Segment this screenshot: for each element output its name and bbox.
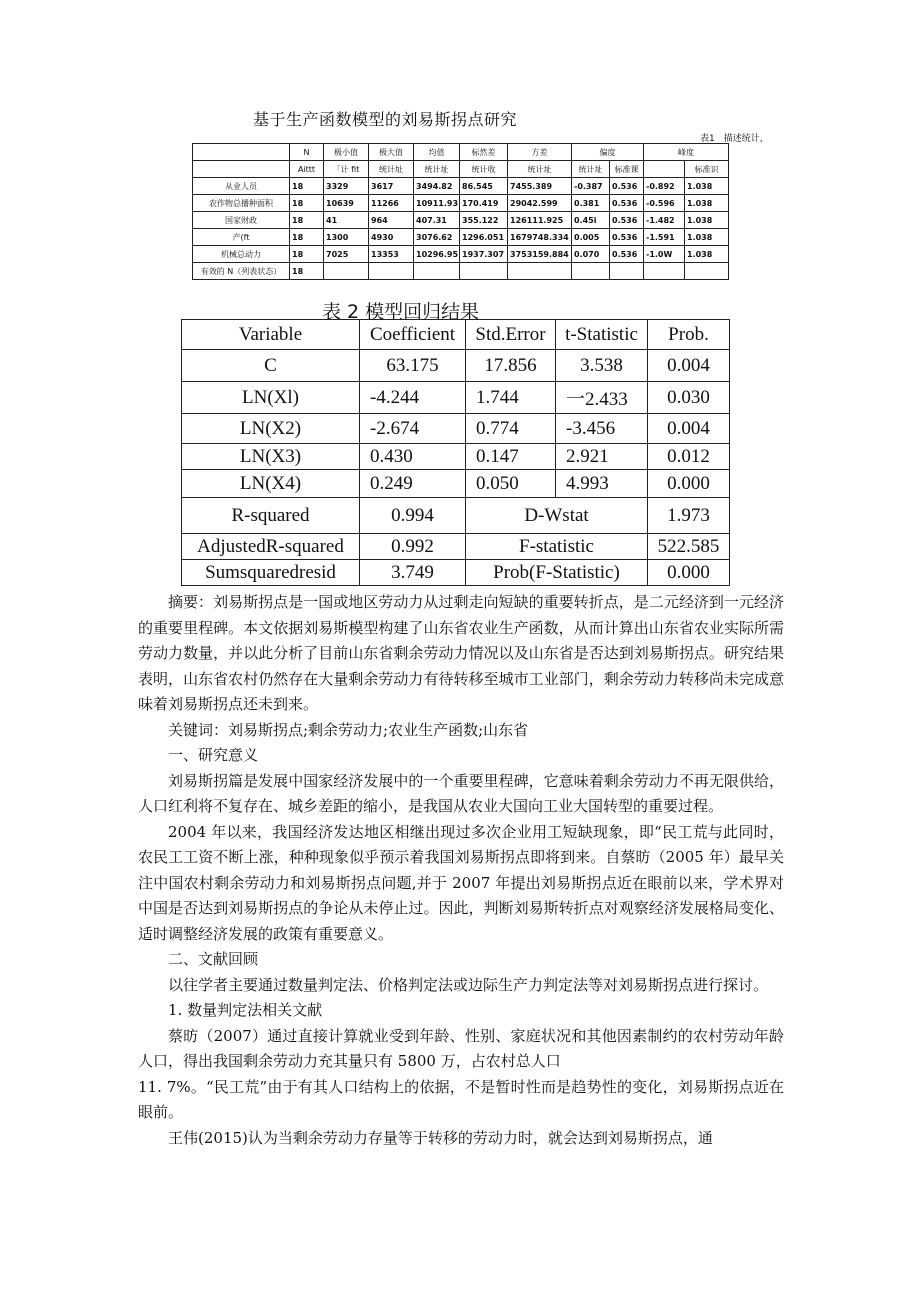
paragraph: 2004 年以来，我国经济发达地区相继出现过多次企业用工短缺现象，即“民工荒与此同时，农民工工资不断上涨，种种现象似乎预示着我国刘易斯拐点即将到来。自蔡昉（2005 年）最早关注中国农村剩余劳动力和刘易斯拐点问题,并于 2007 年提出刘易斯拐点近在眼前以来，学术界对中国是否达到刘易斯拐点的争论从未停止过。因此，判断刘易斯转折点对观察经济发展格局变化、适时调整经济发展的政策有重要意义。 [138, 822, 784, 943]
table2-stat-cell: 0.000 [648, 560, 730, 586]
table1-cell [324, 263, 369, 280]
table2-cell: -3.456 [556, 414, 648, 444]
table1-header-cell [193, 161, 290, 178]
table2-cell: 17.856 [466, 350, 556, 382]
table1-cell: -0.892 [644, 178, 685, 195]
table1-cell: -1.591 [644, 229, 685, 246]
table1-cell: 1.038 [685, 195, 729, 212]
table1-cell: 41 [324, 212, 369, 229]
table1-row [193, 246, 729, 263]
table1-header-cell: 峰度 [644, 144, 729, 161]
regression-results-table [181, 319, 730, 586]
table1-cell: 7455.389 [508, 178, 572, 195]
table2-cell: -4.244 [360, 382, 466, 414]
table2-header-cell: Coefficient [360, 320, 466, 350]
table1-cell: -0.387 [572, 178, 610, 195]
table2-cell: 1.744 [466, 382, 556, 414]
table2-cell: 0.147 [466, 444, 556, 470]
table2-stat-cell: 3.749 [360, 560, 466, 586]
table2-variable-cell: C [182, 350, 360, 382]
table1-cell: 1300 [324, 229, 369, 246]
table1-header-cell [193, 144, 290, 161]
section-heading: 二、文献回顾 [168, 950, 259, 968]
table2-stat-cell: Sumsquaredresid [182, 560, 360, 586]
table2-row [182, 444, 730, 470]
table1-cell: 4930 [369, 229, 414, 246]
table2-stat-cell: 1.973 [648, 498, 730, 534]
table2-row [182, 382, 730, 414]
table1-cell: 407.31 [414, 212, 460, 229]
table1-cell: 18 [290, 195, 324, 212]
table1-cell: 0.005 [572, 229, 610, 246]
table1-cell: 0.381 [572, 195, 610, 212]
table1-cell [460, 263, 508, 280]
table2-variable-cell: LN(X4) [182, 470, 360, 498]
table2-cell: 0.000 [648, 470, 730, 498]
table1-cell: 10911.93 [414, 195, 460, 212]
table2-stats-row [182, 534, 730, 560]
table2-cell: 0.012 [648, 444, 730, 470]
table2-cell: 0.430 [360, 444, 466, 470]
table1-header-cell: 方差 [508, 144, 572, 161]
table2-cell: 63.175 [360, 350, 466, 382]
table2-header-cell: t-Statistic [556, 320, 648, 350]
subsection-heading: 1. 数量判定法相关文献 [168, 1001, 323, 1019]
table1-cell: 3494.82 [414, 178, 460, 195]
table1-cell: 18 [290, 212, 324, 229]
table1-row-label: 机械总动力 [193, 246, 290, 263]
table1-cell: 0.536 [610, 229, 644, 246]
paragraph: 王伟(2015)认为当剩余劳动力存量等于转移的劳动力时，就会达到刘易斯拐点，通 [168, 1128, 713, 1147]
table2-stat-cell: D-Wstat [466, 498, 648, 534]
table1-header-cell: 统计址 [369, 161, 414, 178]
table1-cell: 18 [290, 246, 324, 263]
table1-cell: 0.536 [610, 212, 644, 229]
table1-cell: 18 [290, 178, 324, 195]
table1-cell: 1937.307 [460, 246, 508, 263]
table1-cell: 86.545 [460, 178, 508, 195]
table1-row [193, 263, 729, 280]
table1-caption: 表1 描述统计， [700, 134, 769, 144]
table2-variable-cell: LN(X2) [182, 414, 360, 444]
table2-cell: 2.921 [556, 444, 648, 470]
table1-cell: -0.596 [644, 195, 685, 212]
descriptive-stats-table [192, 143, 729, 280]
table2-cell: -2.674 [360, 414, 466, 444]
table1-cell: 18 [290, 263, 324, 280]
table1-header-row-2 [193, 161, 729, 178]
table1-cell: 0.536 [610, 195, 644, 212]
table1-header-cell: 极大值 [369, 144, 414, 161]
table1-row [193, 195, 729, 212]
table1-row [193, 178, 729, 195]
table1-cell: 18 [290, 229, 324, 246]
table2-header-cell: Prob. [648, 320, 730, 350]
table1-header-cell: 极小值 [324, 144, 369, 161]
table1-row-label: 有效的 N（列表状态） [193, 263, 290, 280]
table1-cell: 3329 [324, 178, 369, 195]
table1-row [193, 212, 729, 229]
table1-header-cell: 统计收 [460, 161, 508, 178]
table2-cell: 0.030 [648, 382, 730, 414]
table2-cell: 3.538 [556, 350, 648, 382]
table1-cell [610, 263, 644, 280]
table1-header-cell: 标然差 [460, 144, 508, 161]
paragraph: 蔡昉（2007）通过直接计算就业受到年龄、性别、家庭状况和其他因素制约的农村劳动年龄人口，得出我国剩余劳动力充其量只有 5800 万，占农村总人口 [138, 1026, 784, 1070]
table1-cell: 1296.051 [460, 229, 508, 246]
table1-header-cell: Aittt [290, 161, 324, 178]
table1-row-label: 农作物总播种面积 [193, 195, 290, 212]
table1-cell: 3753159.884 [508, 246, 572, 263]
table1-cell [685, 263, 729, 280]
table1-cell: 0.536 [610, 178, 644, 195]
table2-cell: 0.004 [648, 414, 730, 444]
table2-stat-cell: 522.585 [648, 534, 730, 560]
table1-cell: 10639 [324, 195, 369, 212]
table2-stats-row [182, 560, 730, 586]
table1-cell: 7025 [324, 246, 369, 263]
table1-cell: 1679748.334 [508, 229, 572, 246]
paragraph: 刘易斯拐篇是发展中国家经济发展中的一个重要里程碑，它意味着剩余劳动力不再无限供给，人口红利将不复存在、城乡差距的缩小，是我国从农业大国向工业大国转型的重要过程。 [138, 771, 784, 815]
table1-header-cell: 统计址 [508, 161, 572, 178]
table2-stat-cell: Prob(F-Statistic) [466, 560, 648, 586]
table1-cell: -1.482 [644, 212, 685, 229]
table1-cell: 1.038 [685, 178, 729, 195]
table1-cell [414, 263, 460, 280]
table2-stat-cell: 0.994 [360, 498, 466, 534]
table2-stat-cell: R-squared [182, 498, 360, 534]
table1-header-cell: 标准课 [610, 161, 644, 178]
table1-cell: 10296.95 [414, 246, 460, 263]
table2-stat-cell: F-statistic [466, 534, 648, 560]
table1-row [193, 229, 729, 246]
table1-cell: 126111.925 [508, 212, 572, 229]
paragraph: 以往学者主要通过数量判定法、价格判定法或边际生产力判定法等对刘易斯拐点进行探讨。 [168, 975, 769, 994]
table1-header-row-1 [193, 144, 729, 161]
table1-header-cell: 统计址 [414, 161, 460, 178]
paragraph: 11. 7%。“民工荒”由于有其人口结构上的依据，不是暂时性而是趋势性的变化，刘易斯拐点近在眼前。 [138, 1077, 784, 1121]
table1-cell [508, 263, 572, 280]
table1-header-cell: 偏度 [572, 144, 644, 161]
article-body [138, 590, 784, 1151]
table2-row [182, 470, 730, 498]
table1-cell [369, 263, 414, 280]
table2-cell: 一2.433 [556, 382, 648, 414]
table2-stats-row [182, 498, 730, 534]
table2-row [182, 350, 730, 382]
table1-cell: 13353 [369, 246, 414, 263]
table2-caption: 表 2 模型回归结果 [322, 301, 480, 323]
table2-cell: 4.993 [556, 470, 648, 498]
table1-cell: 3076.62 [414, 229, 460, 246]
table1-cell: 1.038 [685, 212, 729, 229]
table1-header-cell: 统计址 [572, 161, 610, 178]
table1-cell [572, 263, 610, 280]
table2-cell: 0.774 [466, 414, 556, 444]
table2-stat-cell: 0.992 [360, 534, 466, 560]
table2-variable-cell: LN(Xl) [182, 382, 360, 414]
page-title: 基于生产函数模型的刘易斯拐点研究 [253, 110, 518, 129]
table2-cell: 0.249 [360, 470, 466, 498]
table1-header-cell: 「计 fit [324, 161, 369, 178]
table2-stat-cell: AdjustedR-squared [182, 534, 360, 560]
table1-cell: 3617 [369, 178, 414, 195]
table1-header-cell: 标准识 [685, 161, 729, 178]
table1-row-label: 产(ft [193, 229, 290, 246]
table1-cell: -1.0W [644, 246, 685, 263]
table1-cell: 964 [369, 212, 414, 229]
section-heading: 一、研究意义 [168, 746, 259, 764]
table2-variable-cell: LN(X3) [182, 444, 360, 470]
table1-cell: 0.45i [572, 212, 610, 229]
keywords: 关键词：刘易斯拐点;剩余劳动力;农业生产函数;山东省 [168, 720, 529, 739]
table2-header-cell: Variable [182, 320, 360, 350]
table1-cell [644, 263, 685, 280]
table1-header-cell: 均值 [414, 144, 460, 161]
table1-cell: 1.038 [685, 246, 729, 263]
table1-row-label: 国家财政 [193, 212, 290, 229]
table1-cell: 355.122 [460, 212, 508, 229]
table1-header-cell: N [290, 144, 324, 161]
table2-row [182, 414, 730, 444]
table1-cell: 0.536 [610, 246, 644, 263]
table1-cell: 170.419 [460, 195, 508, 212]
table2-cell: 0.050 [466, 470, 556, 498]
table1-header-cell [644, 161, 685, 178]
table1-row-label: 从业人员 [193, 178, 290, 195]
table1-cell: 0.070 [572, 246, 610, 263]
table1-cell: 1.038 [685, 229, 729, 246]
table1-cell: 29042.599 [508, 195, 572, 212]
table2-cell: 0.004 [648, 350, 730, 382]
table1-cell: 11266 [369, 195, 414, 212]
table2-header-row [182, 320, 730, 350]
table2-header-cell: Std.Error [466, 320, 556, 350]
abstract: 摘要：刘易斯拐点是一国或地区劳动力从过剩走向短缺的重要转折点，是二元经济到一元经济的重要里程碑。本文依据刘易斯模型构建了山东省农业生产函数，从而计算出山东省农业实际所需劳动力数量，并以此分析了目前山东省剩余劳动力情况以及山东省是否达到刘易斯拐点。研究结果表明，山东省农村仍然存在大量剩余劳动力有待转移至城市工业部门，剩余劳动力转移尚未完成意味着刘易斯拐点还未到来。 [138, 593, 784, 713]
